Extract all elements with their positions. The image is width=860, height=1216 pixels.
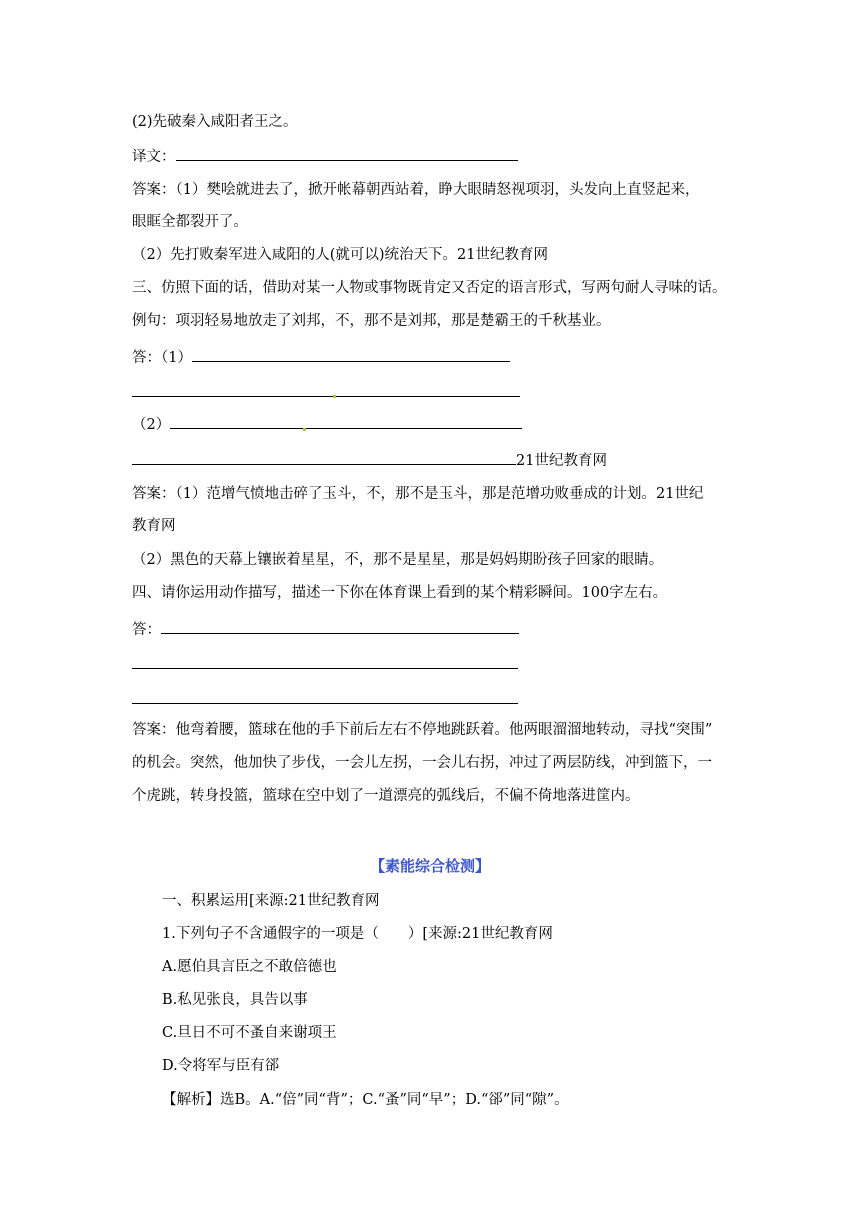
blank-underline xyxy=(170,414,522,429)
option-a: A.愿伯具言臣之不敢倍德也 xyxy=(162,959,337,975)
answer-line xyxy=(132,654,518,675)
text-line: 答案：他弯着腰，篮球在他的手下前后左右不停地跳跃着。他两眼溜溜地转动，寻找“突围” xyxy=(132,722,713,738)
option-c: C.旦日不可不蚤自来谢项王 xyxy=(162,1025,337,1041)
translation-answer-line xyxy=(132,146,518,167)
section-heading: 【素能综合检测】 xyxy=(369,857,490,875)
speck-mark xyxy=(333,395,336,398)
line-label: 答：（1） xyxy=(132,350,192,366)
blank-underline xyxy=(132,450,516,465)
text-line: 的机会。突然，他加快了步伐，一会儿左拐，一会儿右拐，冲过了两层防线，冲到篮下，一 xyxy=(132,755,712,771)
question-heading: 四、请你运用动作描写，描述一下你在体育课上看到的某个精彩瞬间。100字左右。 xyxy=(132,585,668,601)
blank-underline xyxy=(132,654,518,669)
text-line: 教育网 xyxy=(132,518,176,534)
answer-line xyxy=(132,382,520,403)
answer-line xyxy=(132,450,607,471)
text-line: （2）先打败秦军进入咸阳的人(就可以)统治天下。21世纪教育网 xyxy=(132,247,548,263)
text-line: (2)先破秦入咸阳者王之。 xyxy=(132,114,298,130)
answer-line xyxy=(132,414,522,435)
blank-underline xyxy=(161,619,519,634)
text-line: （2）黑色的天幕上镶嵌着星星，不，那不是星星，那是妈妈期盼孩子回家的眼睛。 xyxy=(132,552,664,568)
line-label: 答： xyxy=(132,622,161,638)
text-line: 答案：（1）樊哙就进去了，掀开帐幕朝西站着，睁大眼睛怒视项羽，头发向上直竖起来， xyxy=(132,182,700,198)
text-line: 一、积累运用[来源:21世纪教育网 xyxy=(162,893,380,909)
question-heading: 三、仿照下面的话，借助对某一人物或事物既肯定又否定的语言形式，写两句耐人寻味的话。 xyxy=(132,280,727,296)
example-line: 例句：项羽轻易地放走了刘邦，不，那不是刘邦，那是楚霸王的千秋基业。 xyxy=(132,313,611,329)
option-d: D.令将军与臣有郤 xyxy=(162,1058,280,1074)
source-tag: 21世纪教育网 xyxy=(516,453,607,469)
answer-line xyxy=(132,619,519,640)
answer-line xyxy=(132,689,518,710)
text-line: 个虎跳，转身投篮，篮球在空中划了一道漂亮的弧线后，不偏不倚地落进筐内。 xyxy=(132,788,640,804)
blank-underline xyxy=(176,146,518,161)
speck-mark xyxy=(303,428,306,431)
answer-line xyxy=(132,347,510,368)
text-line: 答案：（1）范增气愤地击碎了玉斗，不，那不是玉斗，那是范增功败垂成的计划。21世纪 xyxy=(132,486,704,502)
line-label: 译文： xyxy=(132,149,176,165)
blank-underline xyxy=(192,347,510,362)
option-b: B.私见张良，具告以事 xyxy=(162,992,308,1008)
blank-underline xyxy=(132,382,520,397)
question-line: 1.下列句子不含通假字的一项是（ ）[来源:21世纪教育网 xyxy=(162,926,553,942)
line-label: （2） xyxy=(132,417,171,433)
blank-underline xyxy=(132,689,518,704)
analysis-line: 【解析】选B。A.“倍”同“背”；C.“蚤”同“早”；D.“郤”同“隙”。 xyxy=(162,1092,569,1108)
text-line: 眼眶全都裂开了。 xyxy=(132,214,248,230)
